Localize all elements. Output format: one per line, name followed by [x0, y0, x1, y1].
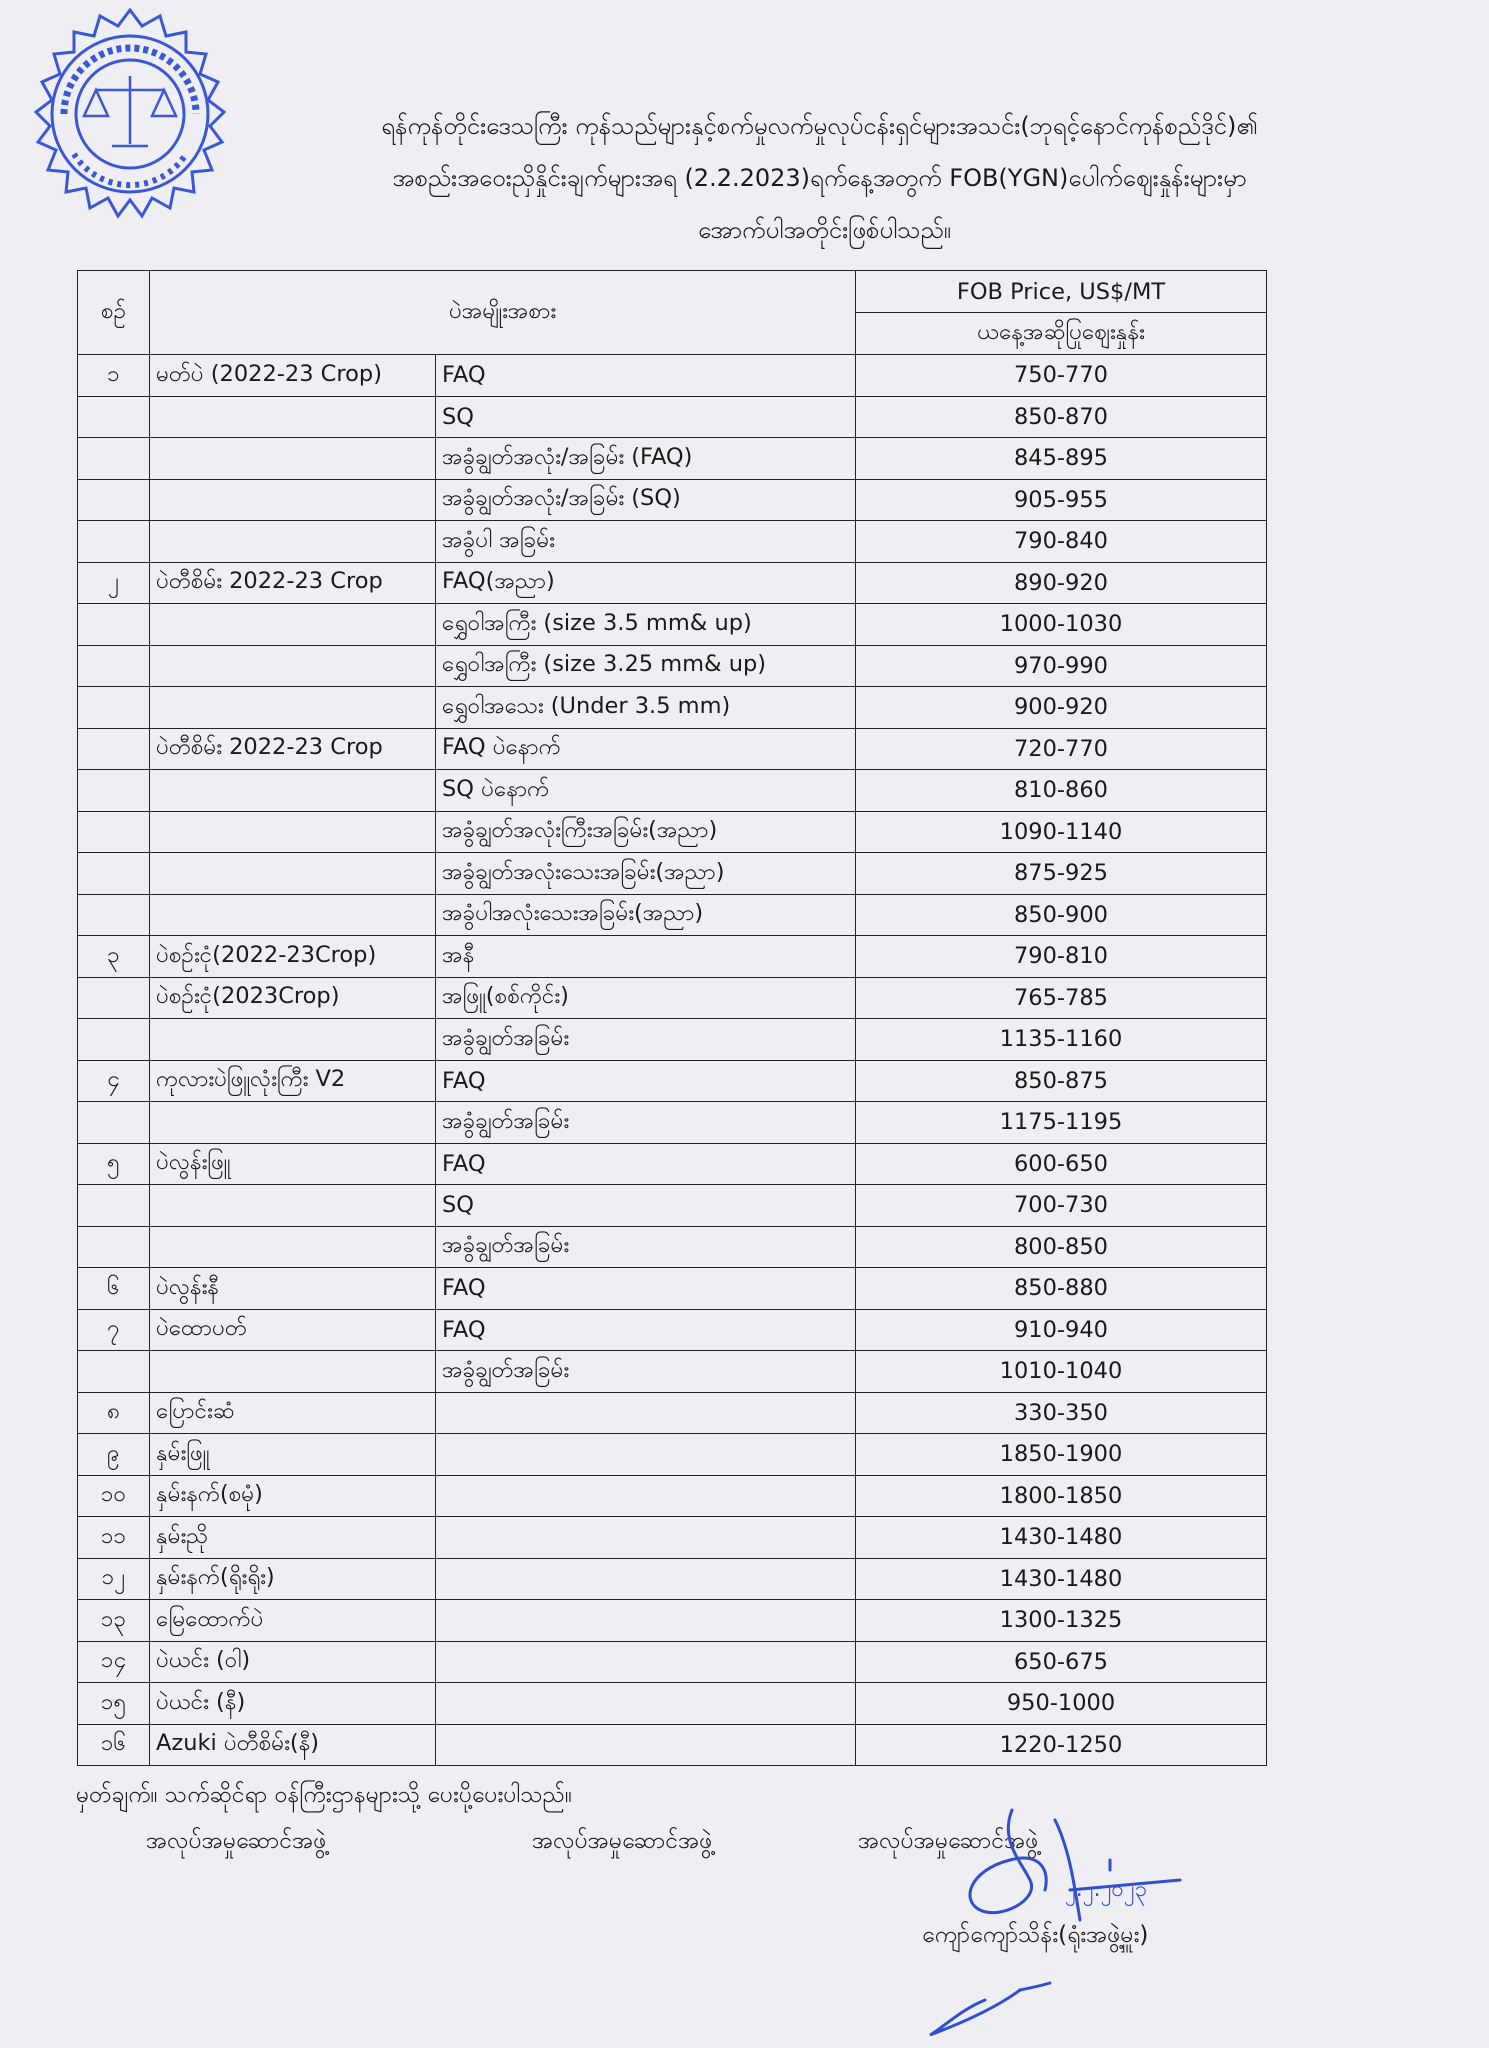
table-row [78, 853, 1267, 895]
row-grade [436, 1641, 856, 1683]
row-item-name [150, 853, 436, 895]
row-number [78, 521, 150, 563]
table-row [78, 1724, 1267, 1766]
row-number: ၁ [78, 355, 150, 397]
table-row [78, 604, 1267, 646]
row-number [78, 977, 150, 1019]
row-item-name: ပဲတီစိမ်း 2022-23 Crop [150, 562, 436, 604]
table-row [78, 1434, 1267, 1476]
table-row [78, 1641, 1267, 1683]
row-item-name [150, 1351, 436, 1393]
row-number: ၁၁ [78, 1517, 150, 1559]
row-number: ၅ [78, 1143, 150, 1185]
header-line-2: အစည်းအဝေးညှိနှိုင်းချက်များအရ (2.2.2023)ရက်နေ့အတွက် FOB(YGN)ပေါက်ဈေးနှုန်းများမှာ [392, 164, 1247, 192]
row-price: 950-1000 [856, 1683, 1267, 1725]
row-item-name: Azuki ပဲတီစိမ်း(နီ) [150, 1724, 436, 1766]
row-grade: အခွံချွတ်အခြမ်း [436, 1019, 856, 1061]
row-item-name [150, 811, 436, 853]
row-price: 1800-1850 [856, 1475, 1267, 1517]
table-row [78, 1143, 1267, 1185]
row-number: ၁၅ [78, 1683, 150, 1725]
row-number: ၉ [78, 1434, 150, 1476]
row-grade: FAQ [436, 1060, 856, 1102]
row-number: ၁၄ [78, 1641, 150, 1683]
row-price: 750-770 [856, 355, 1267, 397]
row-item-name [150, 396, 436, 438]
row-price: 905-955 [856, 479, 1267, 521]
header-item: ပဲအမျိုးအစား [150, 271, 856, 355]
row-price: 845-895 [856, 438, 1267, 480]
row-price: 850-880 [856, 1268, 1267, 1310]
row-grade: FAQ [436, 355, 856, 397]
row-number: ၁၃ [78, 1600, 150, 1642]
row-number [78, 396, 150, 438]
row-grade: SQ [436, 1185, 856, 1227]
table-row [78, 1558, 1267, 1600]
document-header [0, 100, 1489, 256]
row-number [78, 687, 150, 729]
price-table [77, 270, 1267, 1766]
table-row [78, 355, 1267, 397]
row-grade [436, 1434, 856, 1476]
row-price: 720-770 [856, 728, 1267, 770]
row-number: ၁၀ [78, 1475, 150, 1517]
row-item-name: ပဲလွန်းနီ [150, 1268, 436, 1310]
row-price: 800-850 [856, 1226, 1267, 1268]
row-grade: အခွံချွတ်အလုံးသေးအခြမ်း(အညာ) [436, 853, 856, 895]
row-price: 1000-1030 [856, 604, 1267, 646]
row-item-name [150, 521, 436, 563]
row-price: 1430-1480 [856, 1517, 1267, 1559]
row-item-name [150, 604, 436, 646]
row-item-name: နှမ်းဖြူ [150, 1434, 436, 1476]
row-price: 910-940 [856, 1309, 1267, 1351]
row-grade: အခွံပါအလုံးသေးအခြမ်း(အညာ) [436, 894, 856, 936]
row-grade: FAQ [436, 1143, 856, 1185]
row-price: 1135-1160 [856, 1019, 1267, 1061]
row-item-name: ကုလားပဲဖြူလုံးကြီး V2 [150, 1060, 436, 1102]
row-grade: ရွှေဝါအကြီး (size 3.5 mm& up) [436, 604, 856, 646]
row-grade: FAQ [436, 1309, 856, 1351]
row-price: 765-785 [856, 977, 1267, 1019]
table-row [78, 1683, 1267, 1725]
row-price: 810-860 [856, 770, 1267, 812]
row-grade: အခွံချွတ်အခြမ်း [436, 1226, 856, 1268]
row-number [78, 894, 150, 936]
row-number [78, 770, 150, 812]
row-item-name: ပဲယင်း (နီ) [150, 1683, 436, 1725]
row-price: 850-900 [856, 894, 1267, 936]
table-row [78, 1475, 1267, 1517]
row-price: 875-925 [856, 853, 1267, 895]
row-item-name: မတ်ပဲ (2022-23 Crop) [150, 355, 436, 397]
row-price: 790-810 [856, 936, 1267, 978]
table-row [78, 1060, 1267, 1102]
footer-note: မှတ်ချက်။ သက်ဆိုင်ရာ ဝန်ကြီးဌာနများသို့ ပေးပို့ပေးပါသည်။ [76, 1782, 572, 1808]
row-item-name [150, 645, 436, 687]
row-grade [436, 1475, 856, 1517]
row-price: 790-840 [856, 521, 1267, 563]
row-number [78, 479, 150, 521]
row-item-name [150, 479, 436, 521]
row-number: ၇ [78, 1309, 150, 1351]
row-item-name [150, 1102, 436, 1144]
table-row [78, 687, 1267, 729]
row-number [78, 853, 150, 895]
signatory-2: အလုပ်အမှုဆောင်အဖွဲ့ [532, 1828, 713, 1854]
row-item-name [150, 1226, 436, 1268]
row-number [78, 438, 150, 480]
row-item-name: ပဲယင်း (ဝါ) [150, 1641, 436, 1683]
row-number: ၁၂ [78, 1558, 150, 1600]
row-price: 900-920 [856, 687, 1267, 729]
row-grade: FAQ ပဲနောက် [436, 728, 856, 770]
table-row [78, 1392, 1267, 1434]
row-number [78, 1019, 150, 1061]
row-number [78, 1351, 150, 1393]
office-head-name: ကျော်ကျော်သိန်း(ရုံးအဖွဲ့မှူး) [922, 1922, 1149, 1948]
row-price: 1220-1250 [856, 1724, 1267, 1766]
row-item-name: ပဲတီစိမ်း 2022-23 Crop [150, 728, 436, 770]
row-item-name [150, 894, 436, 936]
row-number: ၂ [78, 562, 150, 604]
table-row [78, 1019, 1267, 1061]
row-grade: FAQ [436, 1268, 856, 1310]
row-item-name: မြေထောက်ပဲ [150, 1600, 436, 1642]
row-price: 1430-1480 [856, 1558, 1267, 1600]
row-grade: ရွှေဝါအကြီး (size 3.25 mm& up) [436, 645, 856, 687]
header-no: စဉ် [78, 271, 150, 355]
table-row [78, 770, 1267, 812]
table-row [78, 1268, 1267, 1310]
table-row [78, 811, 1267, 853]
row-price: 1175-1195 [856, 1102, 1267, 1144]
row-number: ၃ [78, 936, 150, 978]
row-grade: အဖြူ(စစ်ကိုင်း) [436, 977, 856, 1019]
table-row [78, 1102, 1267, 1144]
header-price-sub: ယနေ့အဆိုပြုဈေးနှုန်း [856, 313, 1267, 355]
handwritten-signature [870, 1800, 1270, 2040]
table-row [78, 645, 1267, 687]
row-grade [436, 1600, 856, 1642]
signatory-3: အလုပ်အမှုဆောင်အဖွဲ့ [858, 1828, 1039, 1854]
row-price: 1850-1900 [856, 1434, 1267, 1476]
row-number: ၁၆ [78, 1724, 150, 1766]
row-grade [436, 1392, 856, 1434]
row-grade: အခွံချွတ်အခြမ်း [436, 1102, 856, 1144]
row-item-name: ပဲစဉ်းငုံ(2022-23Crop) [150, 936, 436, 978]
row-item-name: နှမ်းနက်(စမုံ) [150, 1475, 436, 1517]
row-item-name: နှမ်းနက်(ရိုးရိုး) [150, 1558, 436, 1600]
row-item-name [150, 1019, 436, 1061]
row-grade [436, 1558, 856, 1600]
row-item-name: ပဲလွန်းဖြူ [150, 1143, 436, 1185]
row-item-name [150, 687, 436, 729]
signature-date: ၂.၂.၂၀၂၃ [1065, 1877, 1147, 1902]
row-number: ၆ [78, 1268, 150, 1310]
row-grade: အနီ [436, 936, 856, 978]
row-price: 700-730 [856, 1185, 1267, 1227]
table-row [78, 1185, 1267, 1227]
row-number [78, 1102, 150, 1144]
row-price: 600-650 [856, 1143, 1267, 1185]
row-number [78, 1226, 150, 1268]
row-grade: အခွံချွတ်အလုံးကြီးအခြမ်း(အညာ) [436, 811, 856, 853]
row-price: 850-875 [856, 1060, 1267, 1102]
row-grade: SQ ပဲနောက် [436, 770, 856, 812]
row-price: 1300-1325 [856, 1600, 1267, 1642]
row-grade: အခွံချွတ်အလုံး/အခြမ်း (SQ) [436, 479, 856, 521]
row-number [78, 811, 150, 853]
header-line-3: အောက်ပါအတိုင်းဖြစ်ပါသည်။ [698, 216, 951, 244]
price-rows [78, 355, 1267, 1766]
row-price: 890-920 [856, 562, 1267, 604]
row-grade: အခွံပါ အခြမ်း [436, 521, 856, 563]
row-grade: အခွံချွတ်အလုံး/အခြမ်း (FAQ) [436, 438, 856, 480]
row-grade: FAQ(အညာ) [436, 562, 856, 604]
table-row [78, 438, 1267, 480]
row-item-name [150, 438, 436, 480]
row-number [78, 728, 150, 770]
table-row [78, 1309, 1267, 1351]
row-grade: ရွှေဝါအသေး (Under 3.5 mm) [436, 687, 856, 729]
row-number: ၄ [78, 1060, 150, 1102]
table-row [78, 977, 1267, 1019]
row-item-name [150, 770, 436, 812]
row-item-name [150, 1185, 436, 1227]
signatory-1: အလုပ်အမှုဆောင်အဖွဲ့ [146, 1828, 327, 1854]
row-number [78, 645, 150, 687]
row-number: ၈ [78, 1392, 150, 1434]
row-number [78, 1185, 150, 1227]
row-price: 970-990 [856, 645, 1267, 687]
row-item-name: ပဲထောပတ် [150, 1309, 436, 1351]
table-row [78, 479, 1267, 521]
table-row [78, 562, 1267, 604]
table-row [78, 1226, 1267, 1268]
row-item-name: နှမ်းညို [150, 1517, 436, 1559]
table-row [78, 1600, 1267, 1642]
row-number [78, 604, 150, 646]
row-item-name: ပြောင်းဆံ [150, 1392, 436, 1434]
table-row [78, 396, 1267, 438]
table-row [78, 936, 1267, 978]
row-price: 1090-1140 [856, 811, 1267, 853]
table-row [78, 728, 1267, 770]
table-row [78, 894, 1267, 936]
row-price: 650-675 [856, 1641, 1267, 1683]
table-row [78, 1351, 1267, 1393]
row-grade: အခွံချွတ်အခြမ်း [436, 1351, 856, 1393]
row-grade [436, 1517, 856, 1559]
row-price: 1010-1040 [856, 1351, 1267, 1393]
header-line-1: ရန်ကုန်တိုင်းဒေသကြီး ကုန်သည်များနှင့်စက်မှုလက်မှုလုပ်ငန်းရှင်များအသင်း(ဘုရင့်နောင်ကုန်စည်ဒိုင်)၏ [381, 112, 1258, 140]
row-price: 850-870 [856, 396, 1267, 438]
row-grade [436, 1724, 856, 1766]
table-row [78, 521, 1267, 563]
row-grade [436, 1683, 856, 1725]
header-price-title: FOB Price, US$/MT [856, 271, 1267, 313]
table-row [78, 1517, 1267, 1559]
row-grade: SQ [436, 396, 856, 438]
row-item-name: ပဲစဉ်းငုံ(2023Crop) [150, 977, 436, 1019]
row-price: 330-350 [856, 1392, 1267, 1434]
